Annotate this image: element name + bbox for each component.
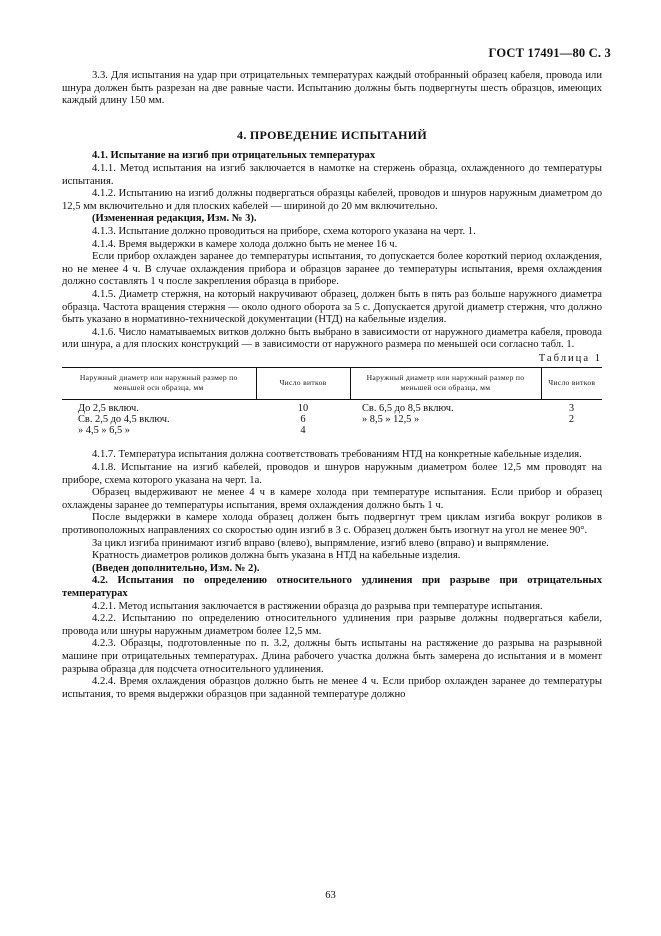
paragraph-4-1-2: 4.1.2. Испытанию на изгиб должны подвергаться образцы кабелей, проводов и шнуров наружным диаметром до 12,5 мм включительно и для плоских кабелей — шириной до 20 мм включительно. (62, 188, 602, 212)
paragraph-4-1-8e: Кратность диаметров роликов должна быть указана в НТД на кабельные изделия. (92, 550, 461, 562)
paragraph-4-2-1: 4.2.1. Метод испытания заключается в растяжении образца до разрыва при температуре испытания. (92, 600, 543, 612)
table-cell (541, 425, 602, 438)
table-caption: Таблица 1 (538, 352, 602, 364)
table-cell: До 2,5 включ. (78, 403, 139, 415)
paragraph-3-3: 3.3. Для испытания на удар при отрицательных температурах каждый отобранный образец кабеля, провода или шнура должен быть разрезан на две равные части. Испытанию должны быть подвергнуты шесть образцов, имеющих каждый длину 150 мм. (62, 70, 602, 107)
table-header-row (62, 368, 602, 400)
page-header: ГОСТ 17491—80 С. 3 (488, 46, 611, 60)
table-cell: 2 (568, 414, 575, 426)
table-header-cell: Число витков (541, 368, 602, 400)
paragraph-4-1-8: 4.1.8. Испытание на изгиб кабелей, проводов и шнуров наружным диаметром более 12,5 мм проводят на приборе, схема которого указана на черт. 1а. (62, 462, 602, 486)
page-number: 63 (325, 890, 336, 901)
paragraph-4-1-8d: За цикл изгиба принимают изгиб вправо (влево), выпрямление, изгиб влево (вправо) и выпрямление. (92, 537, 549, 549)
table-header-cell: Число витков (256, 368, 350, 400)
heading-4-1: 4.1. Испытание на изгиб при отрицательных температурах (92, 150, 376, 162)
table-header-cell: Наружный диаметр или наружный размер по меньшей оси образца, мм (62, 368, 256, 400)
table-row (62, 414, 602, 425)
table-row (62, 425, 602, 438)
paragraph-4-2-4: 4.2.4. Время охлаждения образцов должно быть не менее 4 ч. Если прибор охлажден заранее до температуры испытания, то время выдержки образцов при заданной температуре должно (62, 676, 602, 700)
paragraph-4-2-2: 4.2.2. Испытанию по определению относительного удлинения при разрыве должны подвергаться кабели, провода или шнуры наружным диаметром более 12,5 мм. (62, 613, 602, 637)
paragraph-4-2-3: 4.2.3. Образцы, подготовленные по п. 3.2, должны быть испытаны на растяжение до разрыва на разрывной машине при отрицательных температурах. Длина рабочего участка должна быть замерена до испытания и в момент разрыва образца для подсчета относительного удлинения. (62, 638, 602, 675)
paragraph-4-1-8b: Образец выдерживают не менее 4 ч в камере холода при температуре испытания. Если прибор и образец охлаждены заранее до температуры испытания, время охлаждения должно быть 1 ч. (62, 487, 602, 511)
table-cell: 3 (568, 403, 575, 415)
table-header-cell: Наружный диаметр или наружный размер по меньшей оси образца, мм (350, 368, 541, 400)
paragraph-4-1-4b: Если прибор охлажден заранее до температуры испытания, то допускается более короткий период охлаждения, но не менее 4 ч. В случае охлаждения прибора и образцов заранее до температуры испытания, время охлаждения должно составлять 1 ч после закрепления образца в приборе. (62, 251, 602, 288)
paragraph-4-1-6: 4.1.6. Число наматываемых витков должно быть выбрано в зависимости от наружного диаметра кабеля, провода или шнура, а для плоских конструкций — в зависимости от наружного размера по меньшей оси согласно табл. 1. (62, 326, 602, 351)
table-cell: 10 (297, 403, 309, 415)
paragraph-4-1-8c: После выдержки в камере холода образец должен быть подвергнут трем циклам изгиба вокруг роликов в противоположных направлениях со скоростью один изгиб в 3 с. Образец должен быть изогнут на угол не менее 90°. (62, 512, 602, 537)
document-body (62, 70, 602, 701)
paragraph-4-1-4: 4.1.4. Время выдержки в камере холода должно быть не менее 16 ч. (92, 238, 398, 250)
edit-note-1: (Измененная редакция, Изм. № 3). (92, 213, 257, 225)
table-cell: 6 (300, 414, 306, 426)
heading-4-2: 4.2. Испытания по определению относительного удлинения при разрыве при отрицательных температурах (62, 575, 602, 599)
table-cell: Св. 6,5 до 8,5 включ. (362, 403, 454, 415)
paragraph-4-1-3: 4.1.3. Испытание должно проводиться на приборе, схема которого указана на черт. 1. (92, 225, 476, 237)
table-cell: » 8,5 » 12,5 » (362, 414, 420, 426)
table-cell: 4 (300, 425, 306, 437)
table-cell: » 4,5 » 6,5 » (78, 425, 130, 437)
paragraph-4-1-1: 4.1.1. Метод испытания на изгиб заключается в намотке на стержень образца, охлажденного до температуры испытания. (62, 162, 602, 187)
paragraph-4-1-7: 4.1.7. Температура испытания должна соответствовать требованиям НТД на конкретные кабельные изделия. (92, 449, 582, 461)
section-title: 4. ПРОВЕДЕНИЕ ИСПЫТАНИЙ (237, 127, 427, 142)
spacer (62, 442, 602, 449)
table-row (62, 400, 602, 415)
paragraph-4-1-5: 4.1.5. Диаметр стержня, на который накручивают образец, должен быть в пять раз больше наружного диаметра образца. Частота вращения стержня — около одного оборота за 5 с. Допускается другой диаметр стержня, что должно быть указано в нормативно-технической документации (НТД) на кабельные изделия. (62, 288, 602, 326)
table-1 (62, 367, 602, 438)
table-cell: Св. 2,5 до 4,5 включ. (78, 414, 170, 426)
edit-note-2: (Введен дополнительно, Изм. № 2). (92, 562, 260, 574)
table-cell (350, 425, 541, 438)
